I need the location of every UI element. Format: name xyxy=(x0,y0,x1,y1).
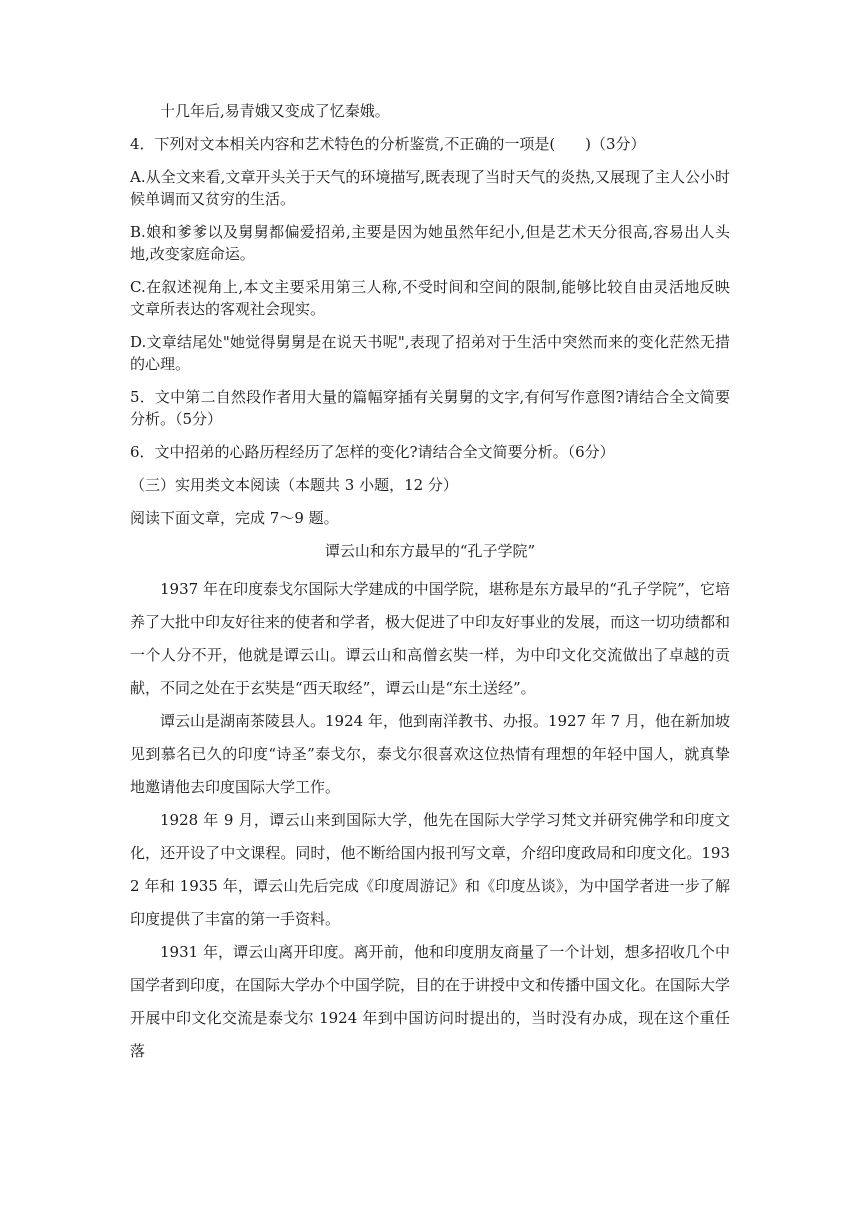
question-4-option-b: B.娘和爹爹以及舅舅都偏爱招弟,主要是因为她虽然年纪小,但是艺术天分很高,容易出人头地,改变家庭命运。 xyxy=(130,223,730,263)
section-3-instruction: 阅读下面文章，完成 7～9 题。 xyxy=(130,509,339,527)
question-5: 5．文中第二自然段作者用大量的篇幅穿插有关舅舅的文字,有何写作意图?请结合全文简要分析。（5分） xyxy=(130,388,730,428)
question-4-stem: 4．下列对文本相关内容和艺术特色的分析鉴赏,不正确的一项是( )（3分） xyxy=(130,135,646,153)
question-4-option-c: C.在叙述视角上,本文主要采用第三人称,不受时间和空间的限制,能够比较自由灵活地反映文章所表达的客观社会现实。 xyxy=(130,278,730,318)
article-paragraph: 谭云山是湖南茶陵县人。1924 年，他到南洋教书、办报。1927 年 7 月，他在新加坡见到慕名已久的印度“诗圣”泰戈尔，泰戈尔很喜欢这位热情有理想的年轻中国人，就真挚地邀请他去印度国际大学工作。 xyxy=(130,712,730,796)
question-4 xyxy=(130,133,730,375)
section-3-heading: （三）实用类文本阅读（本题共 3 小题，12 分） xyxy=(130,476,458,494)
question-4-option-d: D.文章结尾处"她觉得舅舅是在说天书呢",表现了招弟对于生活中突然而来的变化茫然无措的心理。 xyxy=(130,333,730,373)
intro-line: 十几年后,易青娥又变成了忆秦娥。 xyxy=(160,102,390,120)
article-paragraph: 1931 年，谭云山离开印度。离开前，他和印度朋友商量了一个计划，想多招收几个中国学者到印度，在国际大学办个中国学院，目的在于讲授中文和传播中国文化。在国际大学开展中印文化交流是泰戈尔 1924 年到中国访问时提出的，当时没有办成，现在这个重任落 xyxy=(130,943,731,1060)
question-4-option-a: A.从全文来看,文章开头关于天气的环境描写,既表现了当时天气的炎热,又展现了主人公小时候单调而又贫穷的生活。 xyxy=(130,168,730,208)
article-paragraph: 1937 年在印度泰戈尔国际大学建成的中国学院，堪称是东方最早的“孔子学院”，它培养了大批中印友好往来的使者和学者，极大促进了中印友好事业的发展，而这一切功绩都和一个人分不开，他就是谭云山。谭云山和高僧玄奘一样，为中印文化交流做出了卓越的贡献，不同之处在于玄奘是“西天取经”，谭云山是“东土送经”。 xyxy=(130,580,731,697)
question-6: 6．文中招弟的心路历程经历了怎样的变化?请结合全文简要分析。（6分） xyxy=(130,443,615,461)
document-page xyxy=(130,100,730,1068)
article-title: 谭云山和东方最早的“孔子学院” xyxy=(324,542,536,560)
article-paragraph: 1928 年 9 月，谭云山来到国际大学，他先在国际大学学习梵文并研究佛学和印度文化，还开设了中文课程。同时，他不断给国内报刊写文章，介绍印度政局和印度文化。1932 年和 1935 年，谭云山先后完成《印度周游记》和《印度丛谈》，为中国学者进一步了解印度提供了丰富的第一手资料。 xyxy=(130,811,730,928)
